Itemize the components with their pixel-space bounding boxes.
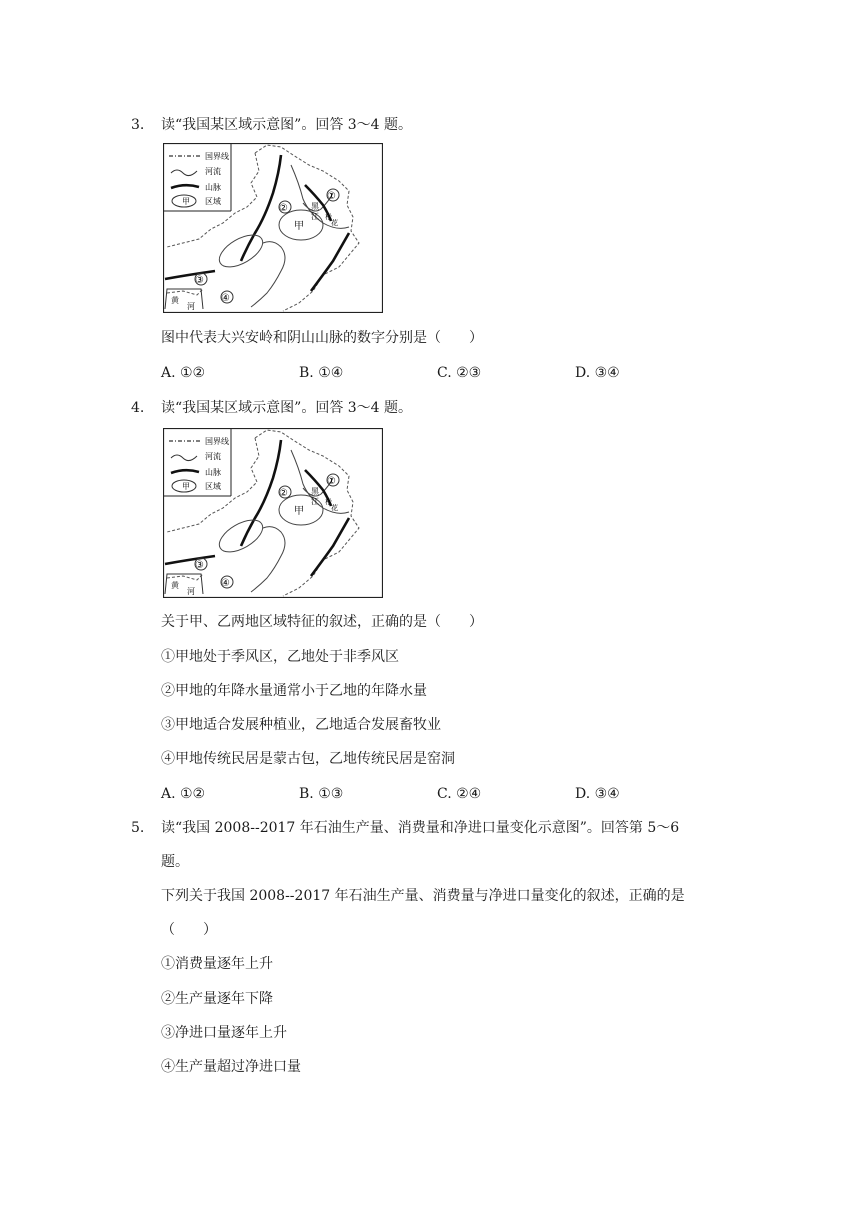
- q4-statement-3: ③甲地适合发展种植业，乙地适合发展畜牧业: [161, 717, 441, 733]
- svg-text:甲: 甲: [182, 482, 190, 491]
- region-map: [163, 143, 383, 313]
- region-map-svg: [163, 143, 383, 313]
- q4-statement-2: ②甲地的年降水量通常小于乙地的年降水量: [161, 683, 427, 699]
- q5-stem-line2: 题。: [161, 854, 189, 870]
- q3-option-d: D. ③④: [575, 365, 620, 381]
- svg-text:河流: 河流: [205, 452, 221, 461]
- legend-river: 河流: [205, 167, 221, 176]
- marker-3: ③: [195, 275, 204, 286]
- svg-text:黄: 黄: [171, 581, 179, 590]
- marker-1: ①: [327, 191, 336, 202]
- q5-statement-2: ②生产量逐年下降: [161, 991, 273, 1007]
- q5-question-line2: （ ）: [161, 922, 217, 938]
- q3-option-a: A. ①②: [161, 365, 206, 381]
- svg-text:③: ③: [195, 560, 204, 571]
- legend-border: 国界线: [205, 152, 229, 161]
- q4-stem: 读“我国某区域示意图”。回答 3～4 题。: [161, 400, 413, 416]
- q4-option-d: D. ③④: [575, 786, 620, 802]
- q3-option-b: B. ①④: [299, 365, 344, 381]
- region-jia-label: 甲: [294, 221, 304, 232]
- svg-text:山脉: 山脉: [205, 468, 221, 477]
- legend-area: 区域: [205, 197, 221, 206]
- river-label-hei: 黑: [311, 202, 319, 211]
- svg-text:甲: 甲: [294, 506, 304, 517]
- svg-text:河: 河: [187, 587, 195, 596]
- marker-4: ④: [221, 293, 230, 304]
- q3-number: 3.: [131, 117, 145, 133]
- q4-number: 4.: [131, 400, 145, 416]
- svg-text:黑: 黑: [311, 487, 319, 496]
- q4-statement-1: ①甲地处于季风区，乙地处于非季风区: [161, 649, 399, 665]
- q4-statement-4: ④甲地传统民居是蒙古包，乙地传统民居是窑洞: [161, 751, 455, 767]
- legend-mountain: 山脉: [205, 183, 221, 192]
- q4-option-b: B. ①③: [299, 786, 344, 802]
- region-map-repeat: [163, 428, 383, 598]
- q3-question: 图中代表大兴安岭和阴山山脉的数字分别是（ ）: [161, 330, 483, 346]
- svg-text:①: ①: [327, 476, 336, 487]
- svg-text:④: ④: [221, 578, 230, 589]
- q4-question: 关于甲、乙两地区域特征的叙述，正确的是（ ）: [161, 614, 483, 630]
- q4-option-a: A. ①②: [161, 786, 206, 802]
- river-label-huang: 黄: [171, 296, 179, 305]
- river-label-hua: 花: [331, 219, 338, 227]
- legend-region-symbol: 甲: [182, 197, 190, 206]
- river-label-he: 河: [187, 302, 195, 311]
- q5-question-line1: 下列关于我国 2008--2017 年石油生产量、消费量与净进口量变化的叙述，正确的是: [161, 888, 685, 904]
- q5-stem-line1: 读“我国 2008--2017 年石油生产量、消费量和净进口量变化示意图”。回答第 5～6: [161, 820, 680, 836]
- q4-option-c: C. ②④: [437, 786, 482, 802]
- river-label-jiang: 江: [311, 212, 319, 221]
- svg-text:区域: 区域: [205, 482, 221, 491]
- region-map-repeat-svg: [163, 428, 383, 598]
- q5-number: 5.: [131, 820, 145, 836]
- marker-2: ②: [279, 203, 288, 214]
- q3-stem: 读“我国某区域示意图”。回答 3～4 题。: [161, 117, 413, 133]
- svg-text:②: ②: [279, 488, 288, 499]
- svg-text:花: 花: [331, 504, 338, 512]
- svg-text:江: 江: [311, 497, 319, 506]
- q5-statement-1: ①消费量逐年上升: [161, 956, 273, 972]
- svg-text:国界线: 国界线: [205, 437, 229, 446]
- svg-text:松: 松: [325, 498, 332, 506]
- q5-statement-3: ③净进口量逐年上升: [161, 1025, 287, 1041]
- q5-statement-4: ④生产量超过净进口量: [161, 1059, 301, 1075]
- river-label-song: 松: [325, 213, 332, 221]
- q3-option-c: C. ②③: [437, 365, 482, 381]
